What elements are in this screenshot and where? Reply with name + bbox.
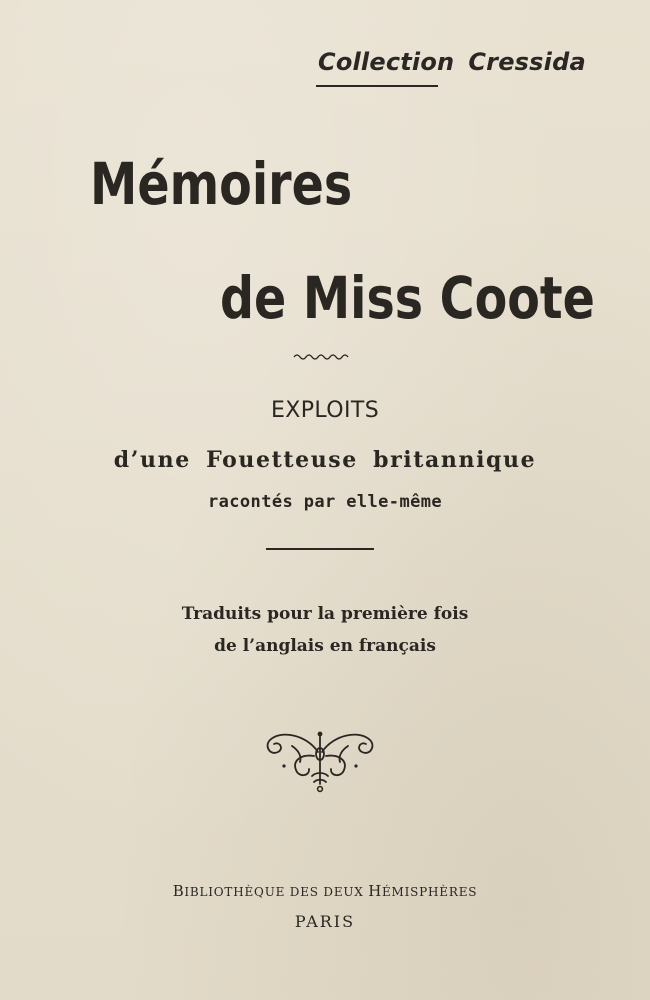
publisher-initial-h: H	[368, 882, 382, 900]
publisher-name	[0, 882, 650, 900]
publisher-city: PARIS	[294, 912, 356, 931]
publisher-word-hemispheres: ÉMISPHÈRES	[381, 885, 478, 899]
book-title-line-2: de Miss Coote	[220, 264, 595, 332]
translation-line-1: Traduits pour la première fois	[181, 604, 469, 624]
subtitle-racontes: racontés par elle-même	[208, 492, 442, 512]
subtitle-fouetteuse: d’une Fouetteuse britannique	[113, 447, 537, 473]
collection-underline	[316, 85, 438, 87]
scroll-ornament-icon	[262, 726, 378, 794]
subtitle-exploits: EXPLOITS	[270, 398, 380, 423]
wave-divider-icon	[293, 352, 351, 362]
publisher-word-bibliotheque: IBLIOTHÈQUE DES DEUX	[184, 885, 369, 899]
collection-name: Cressida	[468, 48, 586, 76]
section-divider	[266, 548, 374, 550]
publisher-initial-b: B	[172, 882, 185, 900]
collection-label: Collection	[318, 48, 455, 76]
collection-heading	[318, 48, 586, 82]
translation-line-2: de l’anglais en français	[214, 636, 436, 656]
book-title-line-1: Mémoires	[90, 150, 353, 218]
